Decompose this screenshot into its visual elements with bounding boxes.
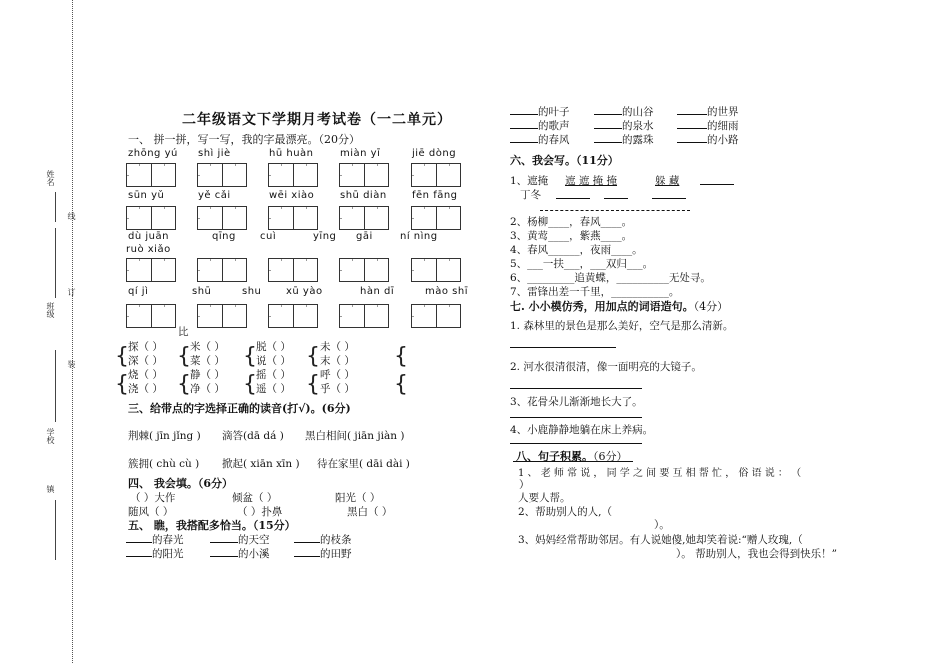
- writing-grid[interactable]: [197, 304, 247, 328]
- writing-grid[interactable]: [411, 163, 461, 187]
- section8-title: 八、句子积累。: [516, 450, 593, 463]
- margin-school-line: [55, 350, 56, 422]
- match-item: [510, 132, 570, 147]
- margin-town-line: [55, 500, 56, 560]
- writing-grid[interactable]: [197, 163, 247, 187]
- margin-zhuang-label: 装: [67, 360, 76, 368]
- pinyin: shū: [192, 286, 212, 297]
- match-text: 的山谷: [622, 106, 654, 118]
- writing-grid[interactable]: [197, 258, 247, 282]
- word-pair-item[interactable]: 末（ ）: [320, 355, 355, 367]
- section7-title: 七. 小小模仿秀，用加点的词语造句。: [510, 300, 694, 313]
- write-item[interactable]: 6、_________追黄蝶，__________无处寻。: [510, 272, 711, 284]
- match-text: 的天空: [238, 534, 270, 546]
- pinyin: miàn yī: [340, 148, 381, 159]
- pinyin: qīng: [212, 231, 236, 242]
- match-item: [126, 546, 184, 561]
- pinyin: hū huàn: [269, 148, 314, 159]
- section1-heading: 一、 拼一拼，写一写，我的字最漂亮。（20分）: [128, 133, 360, 146]
- writing-grid[interactable]: [268, 206, 318, 230]
- section5-heading: 五、 瞧，我搭配多恰当。（15分）: [128, 519, 296, 532]
- section7-score: （4分）: [693, 300, 729, 313]
- writing-grid[interactable]: [339, 163, 389, 187]
- word-pair-item[interactable]: 净（ ）: [190, 383, 225, 395]
- match-text: 的阳光: [152, 548, 184, 560]
- pronunciation-choice[interactable]: 荆棘( jīn jǐng ): [128, 430, 201, 442]
- pinyin: yě cǎi: [198, 190, 231, 201]
- brace-mark: {: [243, 372, 257, 397]
- section8-underline: [513, 461, 633, 462]
- match-text: 的枝条: [320, 534, 352, 546]
- margin-name-line: [55, 192, 56, 222]
- writing-grid[interactable]: [197, 206, 247, 230]
- word-pair-item[interactable]: 烧（ ）: [128, 369, 163, 381]
- sentence-line[interactable]: 2、帮助别人的人,（: [518, 506, 613, 518]
- pronunciation-choice[interactable]: 掀起( xiān xīn ): [222, 458, 300, 470]
- brace-mark: {: [394, 344, 408, 369]
- pronunciation-choice[interactable]: 簇拥( chù cù ): [128, 458, 200, 470]
- word-pair-item[interactable]: 脱（ ）: [256, 341, 291, 353]
- writing-grid[interactable]: [126, 206, 176, 230]
- fill-item[interactable]: 黑白（ ）: [347, 506, 393, 518]
- sentence-line[interactable]: 3、妈妈经常帮助邻居。有人说她傻,她却笑着说:“赠人玫瑰,（: [518, 534, 803, 546]
- margin-town-label: 镇: [46, 485, 55, 493]
- section3-heading: 三、给带点的字选择正确的读音(打√)。(6分): [128, 402, 351, 415]
- sentence-line: 人要人帮。: [518, 492, 571, 504]
- fill-item[interactable]: 倾盆（ ）: [232, 492, 278, 504]
- match-item: [510, 118, 570, 133]
- sentence-prompt: 4、小鹿静静地躺在床上养病。: [510, 424, 654, 436]
- pinyin: hàn dī: [360, 286, 395, 297]
- sentence-line: ）: [519, 479, 530, 491]
- match-item: [210, 532, 270, 547]
- fill-item[interactable]: 随风（ ）: [128, 506, 174, 518]
- writing-grid[interactable]: [268, 163, 318, 187]
- word-pair-item[interactable]: 静（ ）: [190, 369, 225, 381]
- example-word: 遮 遮 掩 掩: [565, 175, 618, 187]
- section6-heading: 六、我会写。（11分）: [510, 154, 619, 167]
- margin-ding-label: 订: [67, 288, 76, 296]
- writing-grid[interactable]: [268, 304, 318, 328]
- write-item[interactable]: 7、雷锋出差一千里，___________。: [510, 286, 680, 298]
- match-text: 的细雨: [707, 120, 739, 132]
- pronunciation-choice[interactable]: 待在家里( dāi dài ): [317, 458, 410, 470]
- answer-line[interactable]: [510, 347, 616, 348]
- margin-name-label: 姓名: [46, 170, 55, 186]
- fill-item[interactable]: 阳光（ ）: [335, 492, 381, 504]
- write-item-1-label: 1、遮掩: [510, 175, 549, 187]
- pinyin: ní nìng: [400, 231, 438, 242]
- answer-line[interactable]: [510, 443, 642, 444]
- sentence-prompt: 2. 河水很清很清，像一面明亮的大镜子。: [510, 361, 702, 373]
- section8-score: （6分）: [593, 450, 628, 463]
- writing-grid[interactable]: [268, 258, 318, 282]
- answer-line[interactable]: [604, 198, 628, 199]
- word-pair-item[interactable]: 探（ ）: [128, 341, 163, 353]
- match-text: 的露珠: [622, 134, 654, 146]
- answer-line[interactable]: [510, 417, 642, 418]
- pinyin: shu: [242, 286, 262, 297]
- match-item: [677, 132, 739, 147]
- write-item-1b-label: 丁冬: [520, 189, 541, 201]
- word-pair-item[interactable]: 浇（ ）: [128, 383, 163, 395]
- margin-line-label: 线: [67, 212, 76, 220]
- sentence-prompt: 1. 森林里的景色是那么美好，空气是那么清新。: [510, 320, 734, 332]
- writing-grid[interactable]: [339, 304, 389, 328]
- write-item[interactable]: 2、杨柳____，春风____。: [510, 216, 633, 228]
- brace-mark: {: [177, 344, 191, 369]
- answer-line[interactable]: [700, 184, 734, 185]
- match-text: 的田野: [320, 548, 352, 560]
- match-item: [594, 104, 654, 119]
- pinyin: fēn fāng: [412, 190, 458, 201]
- page-title: 二年级语文下学期月考试卷（一二单元）: [182, 112, 452, 128]
- match-text: 的世界: [707, 106, 739, 118]
- writing-grid[interactable]: [339, 258, 389, 282]
- word-pair-item[interactable]: 米（ ）: [190, 341, 225, 353]
- pinyin: qí jì: [128, 286, 149, 297]
- binding-dotted-line: [72, 0, 73, 663]
- sentence-line[interactable]: 1 、 老 师 常 说 ， 同 学 之 间 要 互 相 帮 忙 ， 俗 语 说 ： （: [518, 468, 802, 479]
- example-word: 躲 藏: [655, 175, 680, 187]
- answer-line[interactable]: [510, 388, 642, 389]
- margin-class-label: 班级: [46, 302, 55, 318]
- pinyin: mào shī: [425, 286, 468, 297]
- pronunciation-choice[interactable]: 滴答(dā dá ): [222, 430, 284, 442]
- writing-grid[interactable]: [126, 163, 176, 187]
- pinyin: jiē dòng: [412, 148, 457, 159]
- match-item: [594, 132, 654, 147]
- match-text: 的春光: [152, 534, 184, 546]
- pinyin: ruò xiǎo: [126, 244, 171, 255]
- match-item: [510, 104, 570, 119]
- pinyin: shì jiè: [198, 148, 231, 159]
- word-pair-item[interactable]: 说（ ）: [256, 355, 291, 367]
- brace-mark: {: [177, 372, 191, 397]
- match-item: [594, 118, 654, 133]
- section7-heading: [510, 298, 728, 314]
- margin-class-line: [55, 228, 56, 298]
- write-item[interactable]: 5、___一扶___，___双归___。: [510, 258, 654, 270]
- pinyin: zhōng yú: [128, 148, 178, 159]
- answer-line[interactable]: [652, 198, 686, 199]
- brace-mark: {: [306, 372, 320, 397]
- word-pair-item[interactable]: 呼（ ）: [320, 369, 355, 381]
- sentence-prompt: 3、花骨朵儿渐渐地长大了。: [510, 396, 643, 408]
- match-text: 的歌声: [538, 120, 570, 132]
- write-item[interactable]: 4、春风______，夜雨____。: [510, 244, 643, 256]
- pinyin: sūn yǔ: [128, 190, 165, 201]
- word-pair-item[interactable]: 菜（ ）: [190, 355, 225, 367]
- match-text: 的泉水: [622, 120, 654, 132]
- pinyin: wēi xiào: [269, 190, 315, 201]
- fill-item[interactable]: （ ）扑鼻: [237, 506, 283, 518]
- sentence-line: ）。 帮助别人，我也会得到快乐！”: [676, 548, 837, 560]
- brace-mark: {: [115, 372, 129, 397]
- pinyin: xū yào: [286, 286, 323, 297]
- brace-mark: {: [243, 344, 257, 369]
- sentence-line: ）。: [654, 519, 670, 531]
- match-item: [210, 546, 270, 561]
- word-pair-item[interactable]: 摇（ ）: [256, 369, 291, 381]
- pronunciation-choice[interactable]: 黑白相间( jiān jiàn ): [305, 430, 405, 442]
- match-item: [294, 532, 352, 547]
- section2-mark: 比: [178, 326, 189, 338]
- writing-grid[interactable]: [339, 206, 389, 230]
- match-item: [126, 532, 184, 547]
- answer-line[interactable]: [540, 210, 690, 211]
- word-pair-item[interactable]: 遥（ ）: [256, 383, 291, 395]
- pinyin: gāi: [356, 231, 373, 242]
- brace-mark: {: [394, 372, 408, 397]
- fill-item[interactable]: （ ）大作: [130, 492, 176, 504]
- match-text: 的叶子: [538, 106, 570, 118]
- writing-grid[interactable]: [411, 304, 461, 328]
- match-item: [294, 546, 352, 561]
- pinyin: yīng: [313, 231, 337, 242]
- match-text: 的春风: [538, 134, 570, 146]
- word-pair-item[interactable]: 深（ ）: [128, 355, 163, 367]
- pinyin: cuì: [260, 231, 277, 242]
- pinyin: shū diàn: [340, 190, 387, 201]
- brace-mark: {: [115, 344, 129, 369]
- match-text: 的小溪: [238, 548, 270, 560]
- writing-grid[interactable]: [126, 304, 176, 328]
- writing-grid[interactable]: [411, 206, 461, 230]
- brace-mark: {: [306, 344, 320, 369]
- pinyin: dù juān: [128, 231, 169, 242]
- margin-school-label: 学校: [46, 428, 55, 444]
- match-item: [677, 104, 739, 119]
- writing-grid[interactable]: [126, 258, 176, 282]
- writing-grid[interactable]: [411, 258, 461, 282]
- word-pair-item[interactable]: 乎（ ）: [320, 383, 355, 395]
- match-item: [677, 118, 739, 133]
- write-item[interactable]: 3、黄莺____，紫燕____。: [510, 230, 633, 242]
- answer-line[interactable]: [556, 198, 590, 199]
- word-pair-item[interactable]: 未（ ）: [320, 341, 355, 353]
- match-text: 的小路: [707, 134, 739, 146]
- section4-heading: 四、 我会填。（6分）: [128, 477, 233, 490]
